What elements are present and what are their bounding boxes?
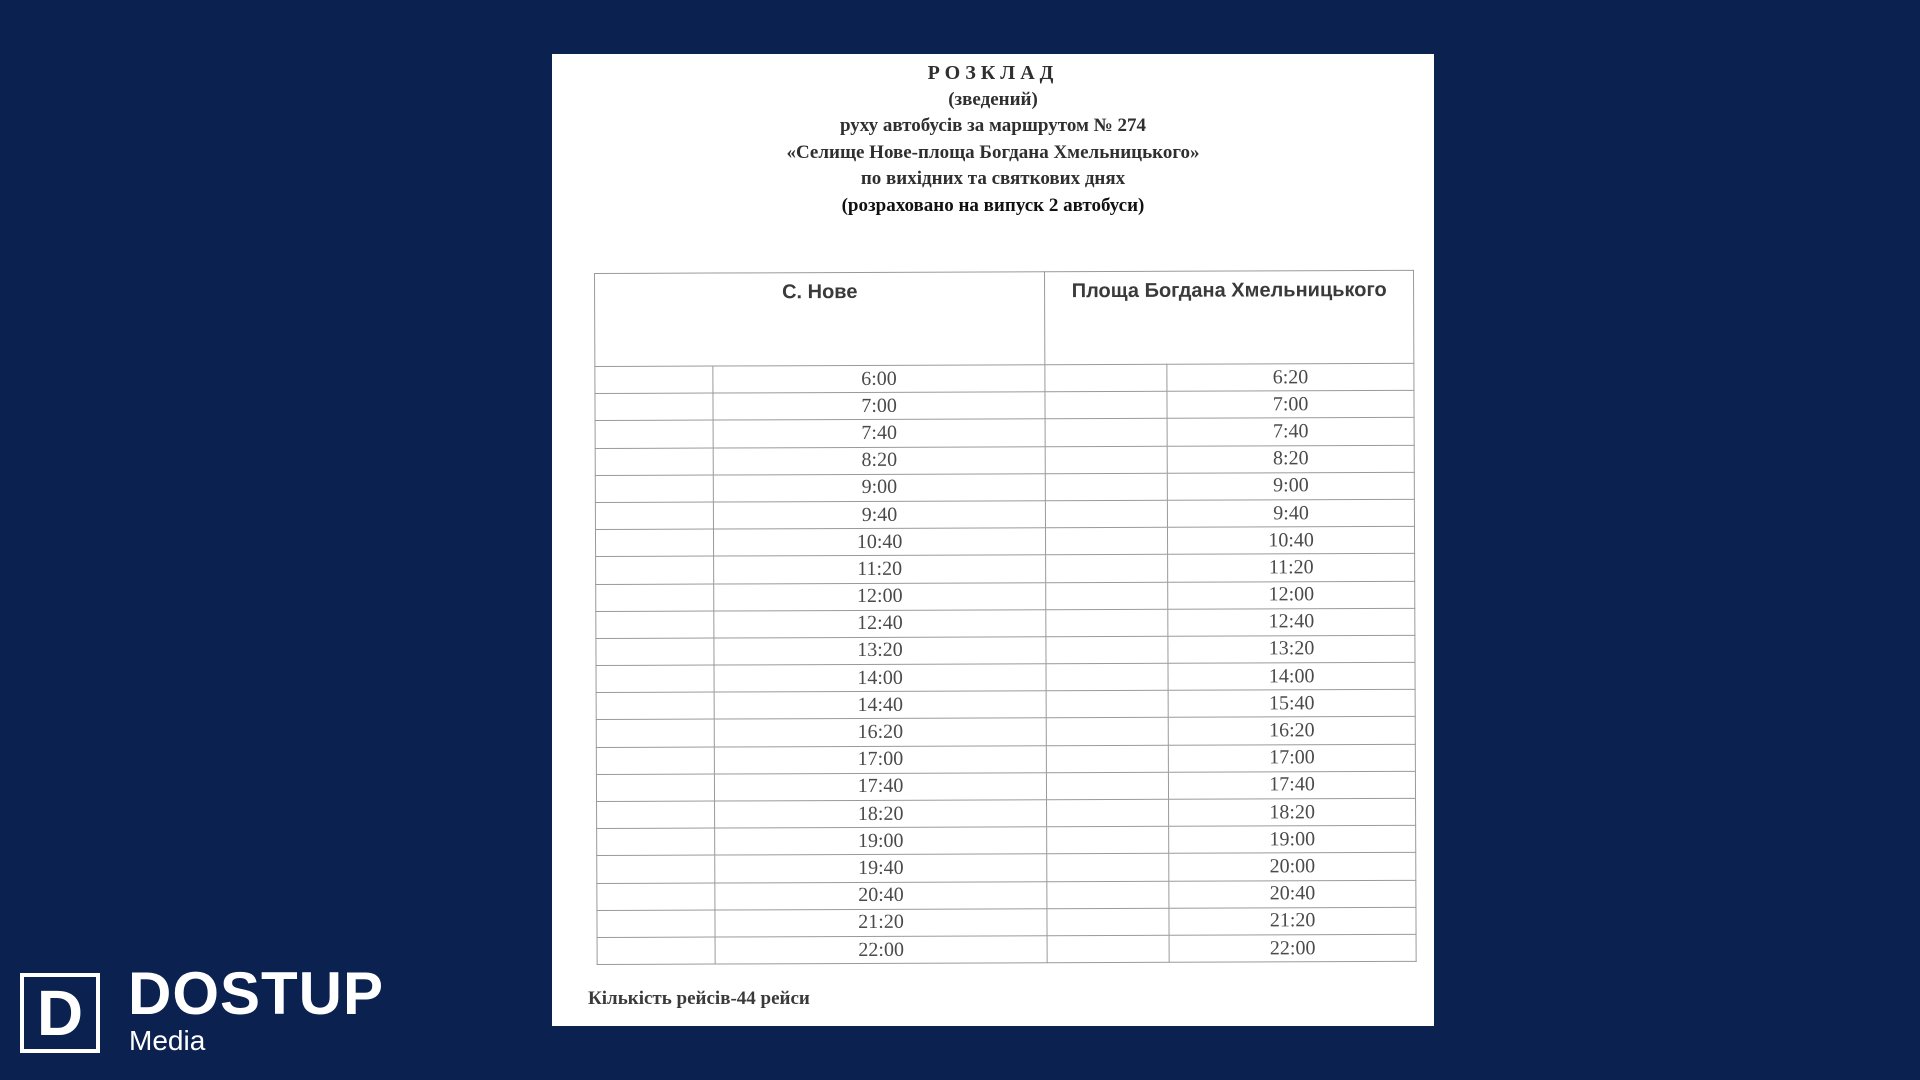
departure-ploshcha: 17:00	[1169, 744, 1416, 772]
document-subtitle: (зведений)	[948, 88, 1038, 110]
departure-s-nove: 7:40	[713, 419, 1046, 447]
blank-cell	[1046, 527, 1168, 555]
column-header-s-nove: С. Нове	[595, 272, 1046, 367]
blank-cell	[1047, 799, 1169, 827]
blank-cell	[1047, 908, 1169, 936]
departure-s-nove: 11:20	[713, 555, 1046, 583]
departure-s-nove: 7:00	[713, 392, 1046, 420]
blank-cell	[595, 502, 713, 530]
blank-cell	[596, 692, 714, 720]
table-row	[595, 418, 1414, 448]
logo-mark: D	[36, 977, 84, 1049]
table-row	[596, 717, 1415, 747]
departure-ploshcha: 16:20	[1168, 717, 1415, 745]
header-line-route: руху автобусів за маршрутом № 274	[839, 115, 1146, 136]
blank-cell	[596, 638, 714, 666]
departure-ploshcha: 9:40	[1168, 499, 1415, 527]
table-row	[596, 690, 1415, 720]
blank-cell	[597, 828, 715, 856]
departure-s-nove: 18:20	[714, 800, 1047, 828]
blank-cell	[597, 910, 715, 938]
departure-s-nove: 10:40	[713, 528, 1046, 556]
blank-cell	[596, 584, 714, 612]
departure-ploshcha: 8:20	[1167, 445, 1414, 473]
departure-ploshcha: 12:00	[1168, 581, 1415, 609]
departure-ploshcha: 9:00	[1167, 472, 1414, 500]
departure-s-nove: 21:20	[715, 909, 1048, 937]
table-row	[596, 554, 1415, 584]
table-row	[596, 581, 1415, 611]
departure-ploshcha: 17:40	[1169, 771, 1416, 799]
departure-s-nove: 20:40	[715, 881, 1048, 909]
blank-cell	[1045, 446, 1167, 474]
table-row	[597, 934, 1416, 964]
departure-s-nove: 9:00	[713, 474, 1046, 502]
dostup-logo-icon	[20, 973, 100, 1053]
table-row	[597, 880, 1416, 910]
blank-cell	[1046, 609, 1168, 637]
departure-s-nove: 8:20	[713, 446, 1046, 474]
blank-cell	[595, 475, 713, 503]
table-row	[597, 798, 1416, 828]
blank-cell	[595, 448, 713, 476]
blank-cell	[1046, 473, 1168, 501]
blank-cell	[1047, 772, 1169, 800]
blank-cell	[596, 611, 714, 639]
table-row	[596, 608, 1415, 638]
departure-s-nove: 17:40	[714, 773, 1047, 801]
blank-cell	[1047, 854, 1169, 882]
blank-cell	[1047, 935, 1169, 963]
table-row	[595, 472, 1414, 502]
blank-cell	[1046, 636, 1168, 664]
blank-cell	[1047, 826, 1169, 854]
table-row	[595, 445, 1414, 475]
departure-s-nove: 13:20	[714, 637, 1047, 665]
departure-s-nove: 6:00	[713, 365, 1046, 393]
table-row	[595, 499, 1414, 529]
blank-cell	[595, 393, 713, 421]
blank-cell	[1046, 500, 1168, 528]
table-row	[596, 771, 1415, 801]
departure-s-nove: 19:00	[714, 827, 1047, 855]
blank-cell	[1045, 391, 1167, 419]
departure-s-nove: 17:00	[714, 745, 1047, 773]
table-row	[595, 526, 1414, 556]
departure-ploshcha: 7:40	[1167, 418, 1414, 446]
blank-cell	[1045, 419, 1167, 447]
blank-cell	[596, 719, 714, 747]
departure-ploshcha: 11:20	[1168, 554, 1415, 582]
header-line-days: по вихідних та святкових днях	[860, 168, 1126, 189]
departure-s-nove: 14:00	[714, 664, 1047, 692]
departure-s-nove: 9:40	[713, 501, 1046, 529]
blank-cell	[596, 556, 714, 584]
departure-ploshcha: 14:00	[1168, 662, 1415, 690]
blank-cell	[1046, 691, 1168, 719]
blank-cell	[596, 665, 714, 693]
departure-s-nove: 14:40	[714, 691, 1047, 719]
table-row	[596, 635, 1415, 665]
blank-cell	[596, 774, 714, 802]
departure-ploshcha: 18:20	[1169, 798, 1416, 826]
header-line-route-name: «Селище Нове-площа Богдана Хмельницького»	[786, 141, 1200, 163]
blank-cell	[597, 801, 715, 829]
departure-ploshcha: 7:00	[1167, 391, 1414, 419]
departure-ploshcha: 12:40	[1168, 608, 1415, 636]
departure-ploshcha: 20:40	[1169, 880, 1416, 908]
blank-cell	[1046, 663, 1168, 691]
table-row	[597, 907, 1416, 937]
schedule-table	[594, 270, 1417, 965]
departure-s-nove: 12:00	[713, 582, 1046, 610]
blank-cell	[1047, 745, 1169, 773]
departure-ploshcha: 19:00	[1169, 826, 1416, 854]
departure-s-nove: 22:00	[715, 936, 1048, 964]
schedule-document	[552, 54, 1434, 1026]
departure-ploshcha: 15:40	[1168, 690, 1415, 718]
blank-cell	[597, 937, 715, 965]
table-row	[595, 363, 1414, 393]
blank-cell	[1047, 881, 1169, 909]
trips-count: Кількість рейсів-44 рейси	[588, 988, 810, 1009]
document-title: РОЗКЛАД	[927, 62, 1059, 84]
departure-s-nove: 16:20	[714, 718, 1047, 746]
departure-ploshcha: 10:40	[1168, 526, 1415, 554]
blank-cell	[595, 366, 713, 394]
departure-s-nove: 12:40	[714, 609, 1047, 637]
departure-s-nove: 19:40	[715, 854, 1048, 882]
blank-cell	[1047, 718, 1169, 746]
departure-ploshcha: 6:20	[1167, 363, 1414, 391]
blank-cell	[1046, 582, 1168, 610]
table-row	[597, 826, 1416, 856]
column-header-ploshcha: Площа Богдана Хмельницького	[1045, 270, 1414, 364]
schedule-table-body	[595, 363, 1416, 964]
departure-ploshcha: 22:00	[1169, 934, 1416, 962]
table-row	[596, 662, 1415, 692]
document-header	[552, 60, 1434, 219]
brand-subtitle: Media	[129, 1025, 206, 1056]
blank-cell	[597, 855, 715, 883]
brand-name: DOSTUP	[128, 960, 385, 1027]
table-row	[597, 853, 1416, 883]
blank-cell	[595, 420, 713, 448]
table-header-row	[595, 270, 1414, 366]
blank-cell	[597, 883, 715, 911]
table-row	[596, 744, 1415, 774]
blank-cell	[596, 747, 714, 775]
blank-cell	[595, 529, 713, 557]
departure-ploshcha: 20:00	[1169, 853, 1416, 881]
blank-cell	[1045, 364, 1167, 392]
blank-cell	[1046, 555, 1168, 583]
header-note: (розраховано на випуск 2 автобуси)	[841, 194, 1145, 216]
departure-ploshcha: 13:20	[1168, 635, 1415, 663]
departure-ploshcha: 21:20	[1169, 907, 1416, 935]
table-row	[595, 391, 1414, 421]
